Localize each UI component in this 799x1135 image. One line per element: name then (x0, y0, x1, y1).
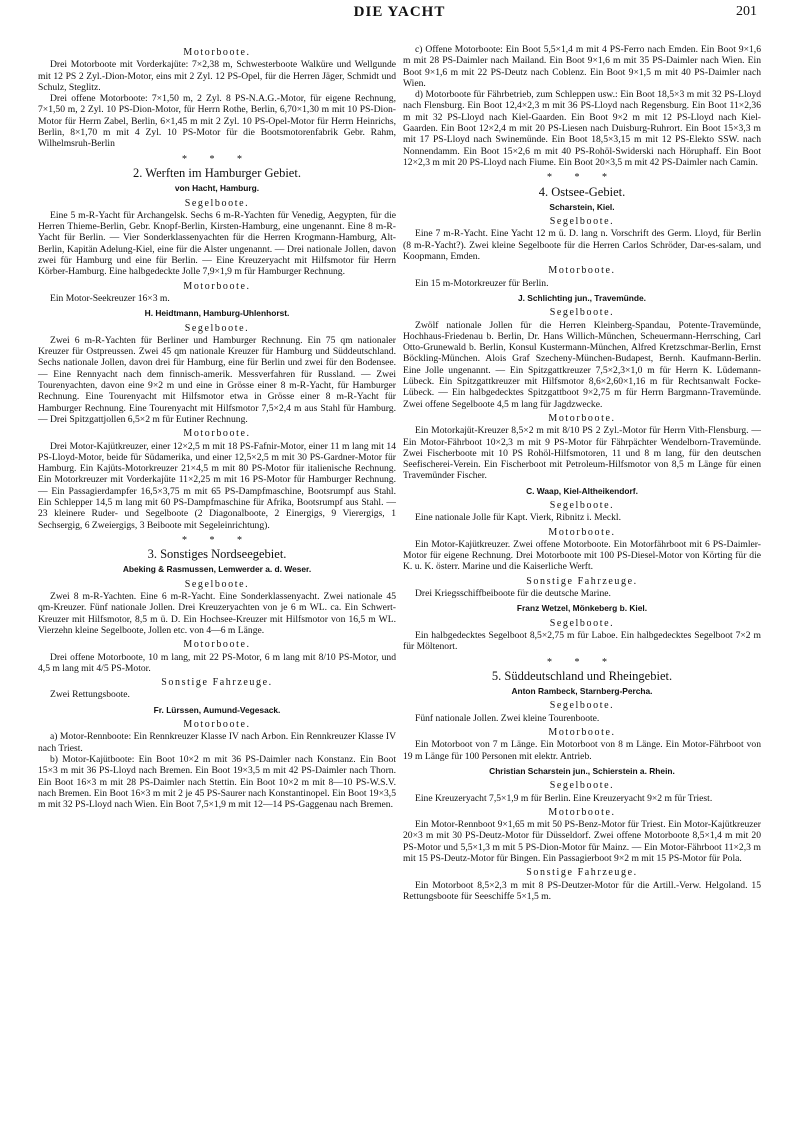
paragraph: Ein Motor-Seekreuzer 16×3 m. (50, 292, 170, 304)
section-heading: 4. Ostsee-Gebiet. (538, 184, 626, 199)
separator-stars: * * * (182, 534, 252, 546)
right-column (403, 44, 761, 902)
subheading: Motorboote. (183, 280, 251, 292)
subheading: Segelboote. (549, 617, 615, 629)
paragraph: c) Offene Motorboote: Ein Boot 5,5×1,4 m mit 4 PS-Ferro nach Emden. Ein Boot 9×1,6 m mit 28 PS-Daimler nach Mailand. Ein Boot 9×1,6 m mit 35 PS-Daimler nach Wien. Ein Boot 9×1,6 m mit 22 PS-Deutz nach Coblenz. Ein Boot 9×1,5 m mit 40 PS-Daimler nach Wien. (403, 44, 761, 89)
paragraph: Zwei 8 m-R-Yachten. Eine 6 m-R-Yacht. Eine Sonderklassenyacht. Zwei nationale 45 qm-Kreuzer. Fünf nationale Jollen. Drei Kreuzeryachten von je 6 m WL. ca. Ein Schwert-Kreuzer mit Hilfsmotor, 8,5 m ü. D. Ein Hochsee-Kreuzer mit Hilfsmotor von 16,5 m WL. Vierzehn kleine Segelboote, Jollen etc. von 4—6 m Länge. (38, 591, 396, 636)
separator-stars: * * * (547, 656, 617, 668)
paragraph: Zwölf nationale Jollen für die Herren Kleinberg-Spandau, Potente-Travemünde, Hochhaus-Friedenau b. Berlin, Dr. Hans Willich-München, Scheuermann-Herrsching, Carl Otto-Grunewald b. Berlin, Konsul Kustermann-München, Alfred Kretzschmar-Berlin, Ernst Böckling-München. Alois Graf Szecheny-München-Budapest, Bernh. Kaufmann-Berlin. Eine Jolle ungenannt. — Ein Spitzgattkreuzer 7,5×2,3×1,0 m für Herrn K. Lüdemann-Lübeck. Ein Spitzgattkreuzer mit Hilfsmotor 8,6×2,60×1,16 m für Rechtsanwalt Focke-Lübeck. — Ein halbgedecktes Spitzgattboot 9×2,75 m für Herrn Bargmann-Travemünde. Zwei offene Segelboote 4,5 m lang für Jagdzwecke. (403, 319, 761, 410)
subheading: Sonstige Fahrzeuge. (526, 575, 638, 587)
paragraph: Drei offene Motorboote, 10 m lang, mit 22 PS-Motor, 6 m lang mit 8/10 PS-Motor, und 4,5 m lang mit 4/5 PS-Motor. (38, 651, 396, 674)
company-heading: Christian Scharstein jun., Schierstein a. Rhein. (489, 765, 675, 776)
paragraph: Ein Motor-Kajütkreuzer. Zwei offene Motorboote. Ein Motorfährboot mit 6 PS-Daimler-Motor für eigene Rechnung. Drei Motorboote mit 100 PS-Diesel-Motor von Körting für die K. u. K. österr. Marine und die Kaiserliche Werft. (403, 538, 761, 573)
paragraph: Ein 15 m-Motorkreuzer für Berlin. (415, 277, 549, 289)
company-heading: Franz Wetzel, Mönkeberg b. Kiel. (516, 603, 648, 614)
paragraph: Ein Motorkajüt-Kreuzer 8,5×2 m mit 8/10 PS 2 Zyl.-Motor für Herrn Vith-Flensburg. — Ein Motor-Fährboot 10×2,3 m mit 9 PS-Motor für Fährpächter Wendelborn-Travemünde. Zwei Fischerboote mit 10 PS Rohöl-Hilfsmotoren, 11 und 8 m lang, für den deutschen Seefischerei-Verein. Ein Fischerboot mit Petroleum-Hilfsmotor von 8,5 m Länge für einen Travemünder Fischer. (403, 425, 761, 482)
separator-stars: * * * (182, 153, 252, 165)
paragraph: Drei Kriegsschiffbeiboote für die deutsche Marine. (415, 588, 611, 600)
subheading: Motorboote. (548, 727, 616, 739)
company-heading: J. Schlichting jun., Travemünde. (518, 292, 646, 303)
paragraph: Ein Motorboot 8,5×2,3 m mit 8 PS-Deutzer-Motor für die Artill.-Verw. Helgoland. 15 Rettungsboote für Seeschiffe 5×1,5 m. (403, 879, 761, 902)
paragraph: Drei Motorboote mit Vorderkajüte: 7×2,38 m, Schwesterboote Walküre und Wellgunde mit 12 PS 2 Zyl.-Dion-Motor, eins mit 2 Zyl. 12 PS-Opel, für die Herren Jäger, Schmidt und Schulz, Steglitz. (38, 59, 396, 93)
subheading: Segelboote. (184, 197, 250, 209)
paragraph: Eine nationale Jolle für Kapt. Vierk, Ribnitz i. Meckl. (415, 512, 621, 524)
subheading: Motorboote. (548, 806, 616, 818)
company-heading: Anton Rambeck, Starnberg-Percha. (511, 686, 653, 697)
subheading: Sonstige Fahrzeuge. (526, 867, 638, 879)
section-heading: 5. Süddeutschland und Rheingebiet. (491, 668, 673, 683)
subheading: Motorboote. (548, 265, 616, 277)
page-number: 201 (736, 4, 757, 19)
paragraph: Zwei Rettungsboote. (50, 689, 130, 701)
separator-stars: * * * (547, 172, 617, 184)
subheading: Sonstige Fahrzeuge. (161, 677, 273, 689)
paragraph: d) Motorboote für Fährbetrieb, zum Schleppen usw.: Ein Boot 18,5×3 m mit 32 PS-Lloyd nach Flensburg. Ein Boot 12,4×2,3 m mit 36 PS-Lloyd nach Regensburg. Ein Boot 11×2,36 m mit 32 PS-Lloyd nach Kiel-Gaarden. Ein Boot 9×2 m mit 12 PS-Lloyd nach Kiel-Gaarden. Ein Boot 12×2,4 m mit 20 PS-Liesen nach Duisburg-Ruhrort. Ein Boot 15×3,3 m mit 17 PS-Lloyd nach Swinemünde. Ein Boot 18,5×3,15 m mit 12 PS-Elekto SSW. nach Nonnendamm. Ein Boot 15×2,6 m mit 40 PS-Rohöl-Swiderski nach Höruphaff. Ein Boot 12×2,3 m mit 20 PS-Lloyd nach Fiume. Ein Boot 20×3,5 m mit 42 PS-Daimler nach Camin. (403, 89, 761, 168)
subheading: Segelboote. (549, 780, 615, 792)
paragraph: Eine Kreuzeryacht 7,5×1,9 m für Berlin. Eine Kreuzeryacht 9×2 m für Triest. (415, 792, 713, 804)
paragraph: Ein halbgedecktes Segelboot 8,5×2,75 m für Laboe. Ein halbgedecktes Segelboot 7×2 m für Möltenort. (403, 629, 761, 653)
subheading: Segelboote. (549, 700, 615, 712)
subheading: Segelboote. (549, 307, 615, 319)
paragraph: Drei offene Motorboote: 7×1,50 m, 2 Zyl. 8 PS-N.A.G.-Motor, für eigene Rechnung, 7×1,50 m, 2 Zyl. 10 PS-Dion-Motor, für Herrn Rothe, Berlin, 6,70×1,30 m mit 10 PS-Dion-Motor für Herrn Zabel, Berlin, 6×1,45 m mit 2 Zyl. 10 PS-Opel-Motor für Herrn Heinrichs, Berlin, 8×1,70 m mit 4 Zyl. 10 PS-Motor für die Bootsmotorenfabrik Gebr. Rahm, Wilhelmsruh-Berlin (38, 93, 396, 150)
subheading: Motorboote. (548, 526, 616, 538)
paragraph: a) Motor-Rennboote: Ein Rennkreuzer Klasse IV nach Arbon. Ein Rennkreuzer Klasse IV nach Triest. (38, 731, 396, 754)
subheading: Motorboote. (183, 428, 251, 440)
paragraph: Eine 7 m-R-Yacht. Eine Yacht 12 m ü. D. lang n. Vorschrift des Germ. Lloyd, für Berlin (8 m-R-Yacht?). Zwei kleine Segelboote für die Herren Carlos Schröder, Dar-es-salam, und Koopmann, Emden. (403, 228, 761, 263)
paragraph: b) Motor-Kajütboote: Ein Boot 10×2 m mit 36 PS-Daimler nach Konstanz. Ein Boot 15×3 m mit 36 PS-Lloyd nach Bremen. Ein Boot 19×3,5 m mit 42 PS-Daimler nach Thorn. Ein Boot 16×3 m mit 28 PS-Daimler nach Stettin. Ein Boot 10×2 m mit 8—10 PS-W.S.V. nach Bremen. Ein Boot 16×3 m mit 2 je 45 PS-Saurer nach Konstantinopel. Ein Boot 19×3,5 m mit 32 PS-Lloyd nach Wien. Ein Boot 7,5×1,9 m mit 12—14 PS-Gaggenau nach Bremen. (38, 753, 396, 811)
subheading: Motorboote. (548, 412, 616, 424)
subheading: Segelboote. (184, 578, 250, 590)
paragraph: Eine 5 m-R-Yacht für Archangelsk. Sechs 6 m-R-Yachten für Venedig, Aegypten, für die Herren Thieme-Berlin, Gebr. Knopf-Berlin, Kirsten-Hamburg, eine ungenannt. Eine 8 m-R-Yacht für Berlin. — Vier Sonderklassenyachten für die Herren Krogmann-Hamburg, Alt-Berlin, Kapitän Adelung-Kiel, eine für die Alster ungenannt. — Drei nationale Jollen, davon zwei für Hamburg und eine für Berlin. — Eine Kreuzeryacht mit Hilfsmotor für Herrn Körber-Hamburg. Eine halbgedeckte Jolle 7,9×1,9 m für Hamburger Rechnung. (38, 209, 396, 278)
subheading: Motorboote. (183, 639, 251, 651)
section-heading: 3. Sonstiges Nordseegebiet. (147, 547, 287, 562)
paragraph: Ein Motorboot von 7 m Länge. Ein Motorboot von 8 m Länge. Ein Motor-Fährboot von 19 m Länge für 100 Personen mit elektr. Antrieb. (403, 739, 761, 762)
left-column (38, 44, 396, 810)
paragraph: Fünf nationale Jollen. Zwei kleine Tourenboote. (415, 712, 600, 724)
company-heading: Fr. Lürssen, Aumund-Vegesack. (153, 704, 281, 715)
subheading: Motorboote. (183, 47, 251, 58)
section-heading: 2. Werften im Hamburger Gebiet. (133, 165, 301, 180)
subheading: Segelboote. (549, 216, 615, 228)
subheading: Segelboote. (549, 499, 615, 511)
subheading: Motorboote. (183, 719, 251, 731)
paragraph: Zwei 6 m-R-Yachten für Berliner und Hamburger Rechnung. Ein 75 qm nationaler Kreuzer für Ostpreussen. Zwei 45 qm nationale Kreuzer für Hamburg und Süddeutschland. Sechs nationale Jollen, davon drei für Hamburg, eine für Berlin und zwei für den Bodensee. — Eine Rennyacht nach dem finnisch-amerik. Messverfahren für Russland. — Zwei Tourenyachten, davon eine 9×2 m und eine in Grösse einer 8 m-R-Yacht, für Hamburger Rechnung. Eine Tourenyacht mit Hilfsmotor etwa in Grösse einer 8 m-R-Yacht für Hamburger Rechnung. Eine Tourenyacht mit Hilfsmotor 7,5×2,4 m aus Stahl für Hamburg. — Drei Spitzgattjollen 6,5×2 m für Eutiner Rechnung. (38, 334, 396, 425)
company-heading: Scharstein, Kiel. (549, 201, 615, 212)
company-heading: H. Heidtmann, Hamburg-Uhlenhorst. (144, 308, 290, 319)
company-heading: von Hacht, Hamburg. (174, 183, 260, 194)
company-heading: Abeking & Rasmussen, Lemwerder a. d. Weser. (122, 564, 312, 575)
page-header (0, 4, 799, 26)
company-heading: C. Waap, Kiel-Altheikendorf. (526, 485, 638, 496)
running-title: DIE YACHT (353, 4, 446, 20)
paragraph: Ein Motor-Rennboot 9×1,65 m mit 50 PS-Benz-Motor für Triest. Ein Motor-Kajütkreuzer 20×3 m mit 30 PS-Deutz-Motor für Düsseldorf. Zwei offene Motorboote 8,5×1,4 m mit 20 PS-Motor und 5,5×1,3 m mit 5 PS-Dion-Motor für Mainz. — Ein Motor-Fährboot 11×2,3 m mit 15 PS-Deutz-Motor für Bingen. Ein Passagierboot 9×2 m mit 15 PS-Motor für Pola. (403, 819, 761, 864)
paragraph: Drei Motor-Kajütkreuzer, einer 12×2,5 m mit 18 PS-Fafnir-Motor, einer 11 m lang mit 14 PS-Lloyd-Motor, beide für Südamerika, und einer 12,5×2,5 m mit 30 PS-Gardner-Motor für Hamburg. Ein Kajüts-Motorkreuzer 21×4,5 m mit 80 PS-Motor für italienische Rechnung. Ein Motorkreuzer mit Vorderkajüte 11×2,25 m mit 16 PS-Motor für Hamburger Rechnung. — Ein Passagierdampfer 16,5×3,75 m mit 65 PS-Dampfmaschine, Bootsrumpf aus Stahl. Ein Schlepper 14,5 m lang mit 60 PS-Dampfmaschine für Afrika, Bootsrumpf aus Stahl. — 23 kleinere Ruder- und Segelboote (2 Diagonalboote, 2 Einergigs, 9 Vierergigs, 1 Sechsergig, 6 Zweiergigs, 3 Beiboote mit Segeleinrichtung). (38, 440, 396, 531)
subheading: Segelboote. (184, 322, 250, 334)
